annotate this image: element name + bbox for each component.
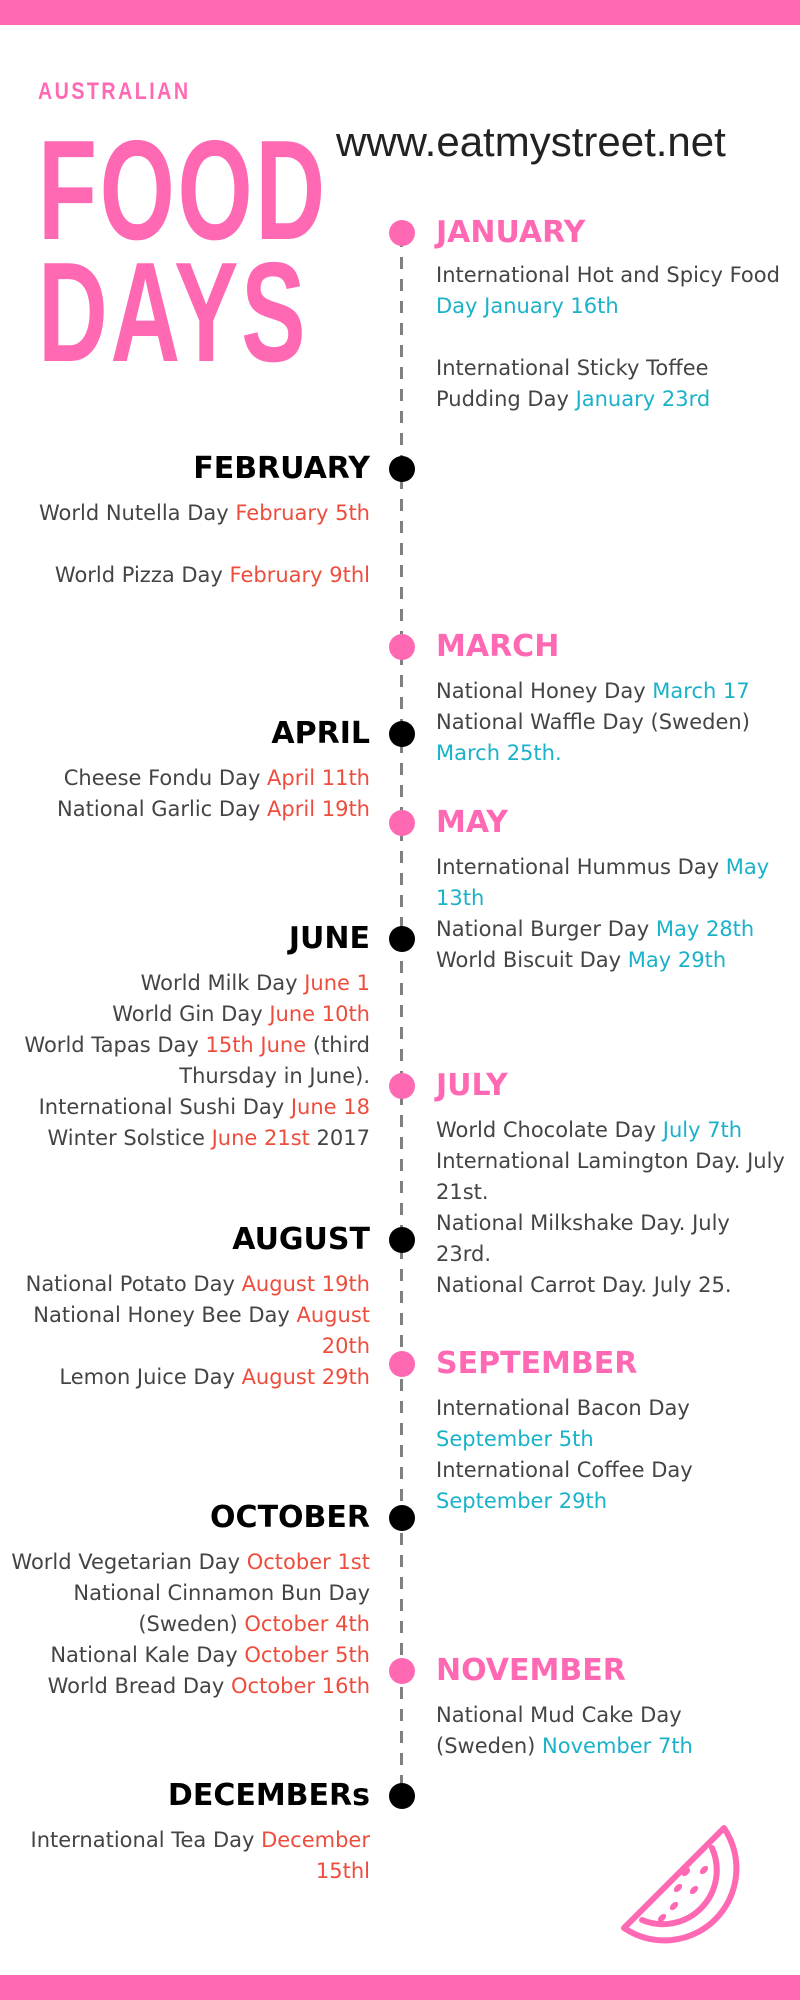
event-date: May 28th: [655, 917, 755, 941]
month-events-march: [436, 676, 786, 769]
timeline-dot-december: [389, 1783, 415, 1809]
month-events-september: [436, 1393, 786, 1517]
event-item: World Tapas Day 15th June (third Thursday in June).: [24, 1033, 370, 1088]
event-date: November 7th: [542, 1734, 693, 1758]
event-item: World Bread Day October 16th: [47, 1674, 370, 1698]
timeline-dot-april: [389, 721, 415, 747]
timeline-dot-october: [389, 1505, 415, 1531]
month-heading-july: JULY: [436, 1068, 508, 1103]
event-date: October 4th: [244, 1612, 370, 1636]
month-events-november: [436, 1700, 786, 1762]
event-date: August 19th: [241, 1272, 370, 1296]
event-date: April 11th: [267, 766, 370, 790]
month-events-august: [0, 1269, 370, 1393]
event-date: September 5th: [436, 1427, 594, 1451]
month-heading-january: JANUARY: [436, 215, 586, 250]
event-item: Winter Solstice June 21st 2017: [47, 1126, 370, 1150]
month-heading-october: OCTOBER: [210, 1500, 370, 1535]
event-date: October 1st: [246, 1550, 370, 1574]
timeline-dot-august: [389, 1227, 415, 1253]
month-events-february: [0, 498, 370, 591]
event-item: National Honey Bee Day August 20th: [33, 1303, 370, 1358]
event-item: World Vegetarian Day October 1st: [11, 1550, 370, 1574]
event-item: Cheese Fondu Day April 11th: [63, 766, 370, 790]
event-date: July 7th: [662, 1118, 743, 1142]
event-date: February 9thl: [229, 563, 370, 587]
header-title-line1: FOOD: [38, 111, 328, 270]
bottom-accent-bar: [0, 1975, 800, 2000]
event-date: October 5th: [244, 1643, 370, 1667]
timeline-dot-january: [389, 220, 415, 246]
event-date: Day January 16th: [436, 294, 619, 318]
event-date: August 20th: [296, 1303, 370, 1358]
month-events-july: [436, 1115, 786, 1301]
month-heading-november: NOVEMBER: [436, 1653, 626, 1688]
event-item: World Pizza Day February 9thl: [54, 563, 370, 587]
event-item: World Biscuit Day May 29th: [436, 948, 727, 972]
timeline-dot-february: [389, 456, 415, 482]
event-item: International Hot and Spicy Food Day January 16th: [436, 263, 780, 318]
event-item: National Kale Day October 5th: [50, 1643, 370, 1667]
month-heading-september: SEPTEMBER: [436, 1346, 638, 1381]
event-date: 15th June: [205, 1033, 307, 1057]
timeline-dot-november: [389, 1658, 415, 1684]
event-item: National Mud Cake Day (Sweden) November 7th: [436, 1703, 693, 1758]
event-date: October 16th: [231, 1674, 370, 1698]
event-item: World Nutella Day February 5th: [38, 501, 370, 525]
site-url: www.eatmystreet.net: [336, 118, 726, 165]
month-heading-february: FEBRUARY: [193, 451, 370, 486]
event-item: National Burger Day May 28th: [436, 917, 755, 941]
header-kicker: AUSTRALIAN: [38, 78, 191, 105]
month-heading-august: AUGUST: [232, 1222, 370, 1257]
month-heading-june: JUNE: [288, 921, 370, 956]
month-events-october: [0, 1547, 370, 1702]
event-item: World Chocolate Day July 7th: [436, 1118, 743, 1142]
month-events-may: [436, 852, 786, 976]
event-date: March 17: [652, 679, 750, 703]
event-item: Lemon Juice Day August 29th: [59, 1365, 370, 1389]
event-item: National Waffle Day (Sweden) March 25th.: [436, 710, 750, 765]
event-date: June 18: [290, 1095, 370, 1119]
event-item: National Garlic Day April 19th: [57, 797, 370, 821]
month-heading-may: MAY: [436, 805, 508, 840]
month-events-april: [0, 763, 370, 825]
event-item: National Cinnamon Bun Day (Sweden) October 4th: [73, 1581, 370, 1636]
event-date: April 19th: [267, 797, 370, 821]
event-date: September 29th: [436, 1489, 608, 1513]
event-item: World Gin Day June 10th: [112, 1002, 370, 1026]
month-events-january: [436, 260, 786, 415]
event-item: International Lamington Day. July 21st.: [436, 1149, 785, 1204]
event-item: National Honey Day March 17: [436, 679, 750, 703]
event-date: December 15thl: [261, 1828, 370, 1883]
timeline-dot-september: [389, 1351, 415, 1377]
timeline-dot-may: [389, 810, 415, 836]
event-date: August 29th: [241, 1365, 370, 1389]
event-item: World Milk Day June 1: [140, 971, 370, 995]
event-date: March 25th.: [436, 741, 562, 765]
event-item: International Tea Day December 15thl: [30, 1828, 370, 1883]
event-item: International Bacon Day September 5th: [436, 1396, 690, 1451]
event-date: May 13th: [436, 855, 770, 910]
event-item: International Sticky Toffee Pudding Day January 23rd: [436, 356, 711, 411]
timeline-dot-july: [389, 1073, 415, 1099]
timeline-dot-march: [389, 634, 415, 660]
header-title-line2: DAYS: [38, 233, 309, 392]
watermelon-icon: [612, 1820, 742, 1950]
event-item: National Potato Day August 19th: [25, 1272, 370, 1296]
top-accent-bar: [0, 0, 800, 25]
event-item: National Carrot Day. July 25.: [436, 1273, 732, 1297]
event-item: International Hummus Day May 13th: [436, 855, 770, 910]
month-events-june: [0, 968, 370, 1154]
month-heading-march: MARCH: [436, 629, 560, 664]
month-events-december: [0, 1825, 370, 1887]
event-date: June 21st: [211, 1126, 310, 1150]
event-date: June 1: [304, 971, 370, 995]
event-item: National Milkshake Day. July 23rd.: [436, 1211, 730, 1266]
event-date: May 29th: [627, 948, 727, 972]
event-date: February 5th: [235, 501, 370, 525]
month-heading-december: DECEMBERs: [167, 1778, 370, 1813]
event-item: International Sushi Day June 18: [38, 1095, 370, 1119]
event-date: January 23rd: [575, 387, 711, 411]
event-date: June 10th: [269, 1002, 370, 1026]
timeline-dot-june: [389, 926, 415, 952]
month-heading-april: APRIL: [271, 716, 370, 751]
event-item: International Coffee Day September 29th: [436, 1458, 693, 1513]
